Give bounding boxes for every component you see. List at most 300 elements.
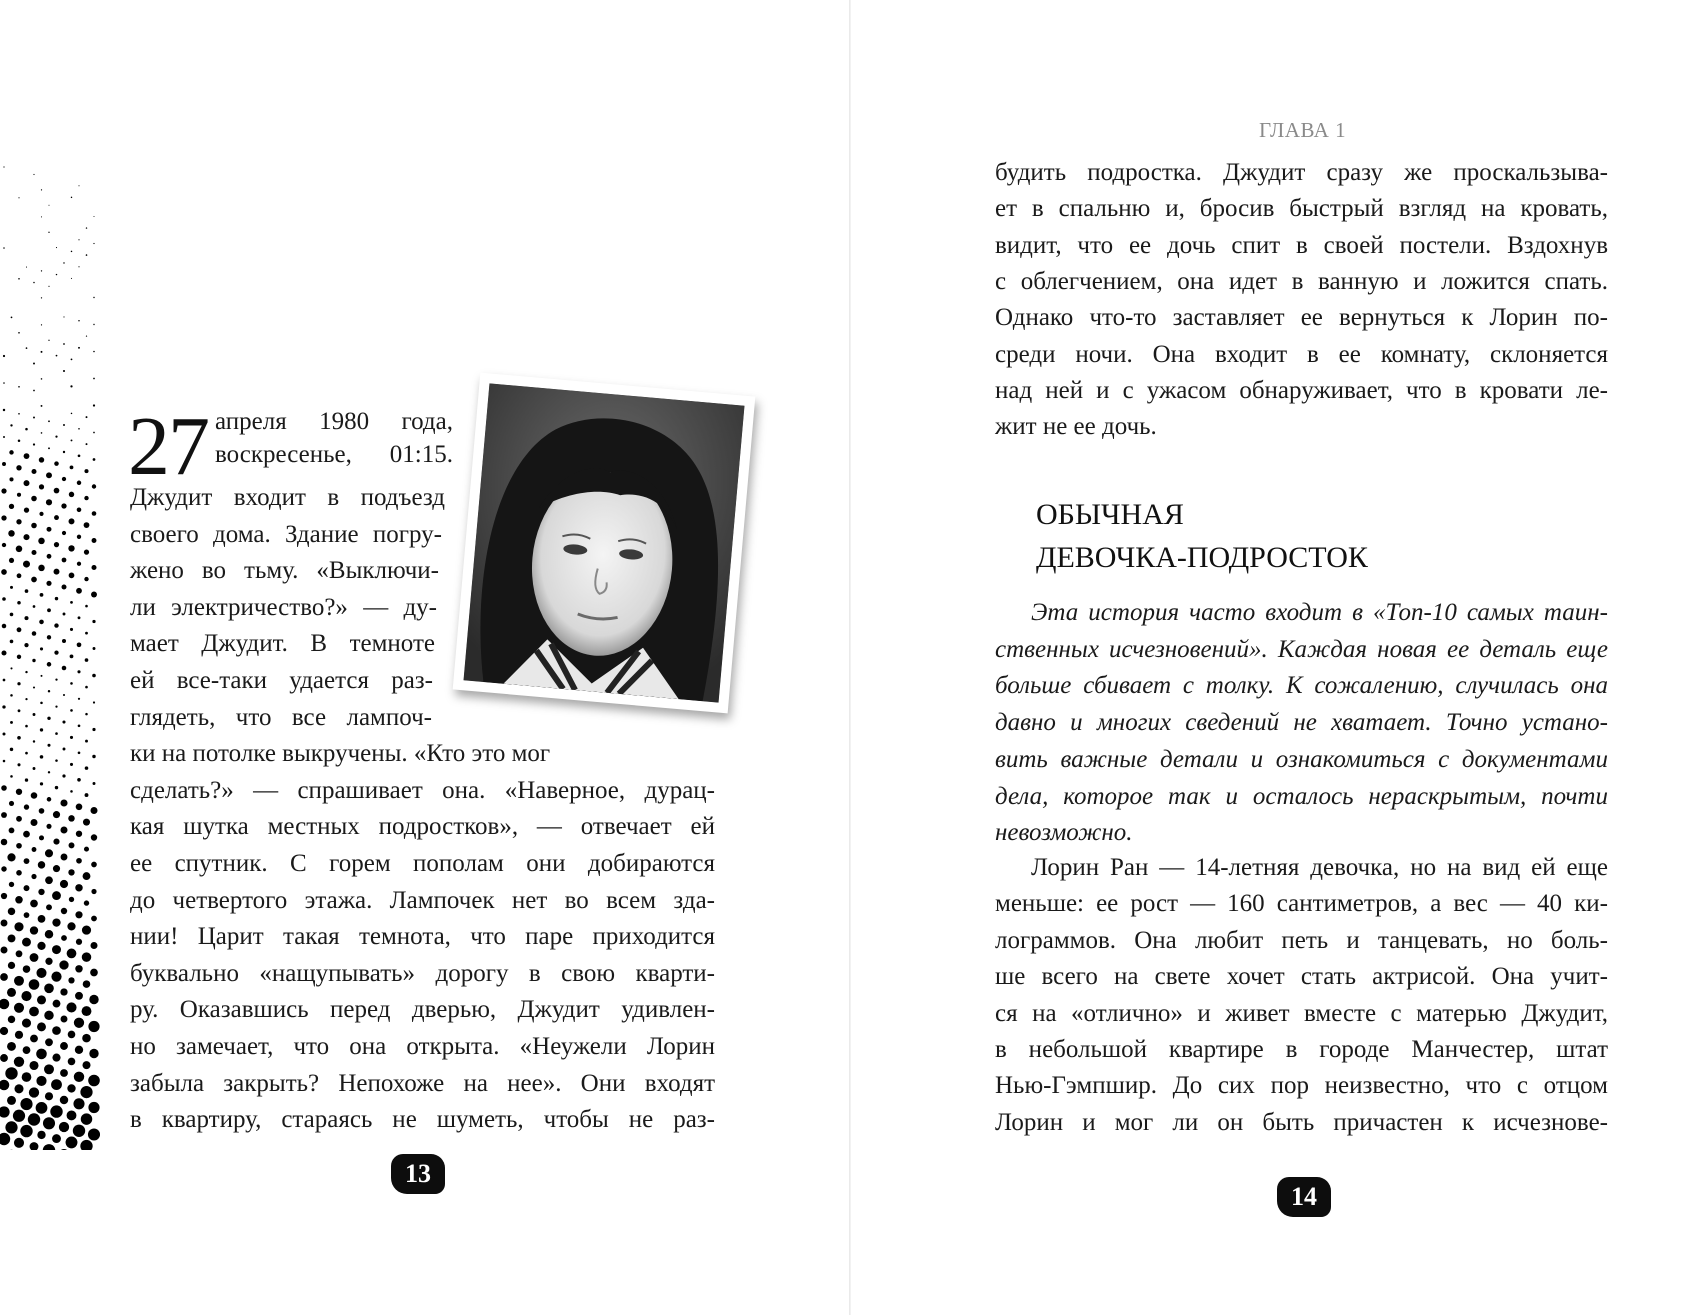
italic-line: Эта история часто входит в «Топ-10 самых таин- bbox=[1031, 599, 1608, 626]
halftone-dot bbox=[91, 834, 97, 840]
halftone-dot bbox=[38, 889, 44, 895]
halftone-dot bbox=[24, 804, 29, 809]
halftone-dot bbox=[9, 827, 15, 833]
halftone-dot bbox=[2, 543, 6, 547]
halftone-dot bbox=[20, 1125, 32, 1137]
halftone-dot bbox=[67, 949, 77, 959]
halftone-dot bbox=[84, 496, 88, 500]
halftone-dot bbox=[84, 900, 89, 905]
halftone-dot bbox=[52, 891, 61, 900]
halftone-dot bbox=[32, 847, 37, 852]
halftone-dot bbox=[28, 1113, 40, 1125]
halftone-dot bbox=[16, 789, 22, 795]
halftone-dot bbox=[22, 1019, 31, 1028]
halftone-dot bbox=[29, 979, 40, 990]
halftone-dot bbox=[23, 1046, 31, 1054]
halftone-dot bbox=[78, 454, 81, 457]
halftone-dot bbox=[61, 1016, 68, 1023]
halftone-dot bbox=[59, 1149, 69, 1150]
halftone-dot bbox=[7, 988, 16, 997]
halftone-dot bbox=[53, 811, 60, 818]
halftone-dot bbox=[5, 1067, 17, 1079]
body-line: буквально «нащупывать» дорогу в свою кварти- bbox=[130, 959, 715, 987]
halftone-dot bbox=[50, 1105, 62, 1117]
halftone-dot bbox=[47, 554, 52, 559]
halftone-dot bbox=[29, 1061, 38, 1070]
body-line: с облегчением, она идет в ванную и ложится спать. bbox=[995, 267, 1608, 295]
halftone-dot bbox=[85, 605, 88, 608]
halftone-dot bbox=[61, 503, 66, 508]
halftone-dot bbox=[3, 382, 5, 384]
halftone-dot bbox=[70, 682, 73, 685]
halftone-dot bbox=[47, 744, 50, 747]
halftone-dot bbox=[88, 1021, 99, 1032]
halftone-dot bbox=[26, 267, 27, 268]
halftone-dot bbox=[70, 655, 74, 659]
halftone-dot bbox=[47, 635, 51, 639]
halftone-dot bbox=[41, 216, 42, 217]
halftone-dot bbox=[13, 1110, 25, 1122]
halftone-dot bbox=[38, 861, 45, 868]
body-line: в небольшой квартире в городе Манчестер, штат bbox=[995, 1036, 1608, 1063]
halftone-dot bbox=[9, 504, 14, 509]
halftone-dot bbox=[16, 870, 22, 876]
halftone-dot bbox=[73, 1098, 84, 1109]
halftone-dot bbox=[67, 1084, 75, 1092]
halftone-dot bbox=[37, 942, 45, 950]
halftone-dot bbox=[63, 262, 64, 263]
halftone-dot bbox=[46, 581, 51, 586]
halftone-dot bbox=[47, 608, 51, 612]
halftone-dot bbox=[32, 631, 37, 636]
italic-line: дела, которое так и осталось нераскрытым, почти bbox=[995, 782, 1608, 810]
halftone-dot bbox=[48, 771, 50, 773]
halftone-dot bbox=[18, 709, 21, 712]
halftone-dot bbox=[60, 1042, 68, 1050]
halftone-dot bbox=[88, 1102, 99, 1113]
body-line: меньше: ее рост — 160 сантиметров, а вес — 40 ки- bbox=[995, 890, 1608, 918]
halftone-dot bbox=[47, 662, 52, 667]
halftone-dot bbox=[33, 443, 35, 445]
halftone-dot bbox=[77, 507, 82, 512]
halftone-dot bbox=[43, 1144, 55, 1150]
halftone-dot bbox=[73, 1125, 85, 1137]
halftone-dot bbox=[56, 247, 57, 248]
body-line: нии! Царит такая темнота, что паре приходится bbox=[130, 923, 715, 951]
halftone-dot bbox=[68, 977, 74, 983]
halftone-dot bbox=[63, 316, 64, 317]
halftone-dot bbox=[8, 1016, 15, 1023]
halftone-dot bbox=[37, 1022, 46, 1031]
italic-line: больше сбивает с толку. К сожалению, случилась она bbox=[995, 672, 1608, 700]
halftone-dot bbox=[55, 759, 58, 762]
halftone-dot bbox=[29, 1087, 39, 1097]
halftone-dot bbox=[46, 824, 51, 829]
halftone-dot bbox=[63, 694, 65, 696]
halftone-dot bbox=[93, 404, 95, 406]
halftone-dot bbox=[93, 701, 95, 703]
halftone-dot bbox=[86, 254, 88, 256]
halftone-dot bbox=[17, 573, 22, 578]
halftone-dot bbox=[24, 453, 30, 459]
halftone-dot bbox=[54, 650, 58, 654]
halftone-dot bbox=[17, 682, 20, 685]
halftone-dot bbox=[54, 623, 58, 627]
halftone-dot bbox=[25, 752, 28, 755]
halftone-dot bbox=[41, 378, 43, 380]
halftone-dot bbox=[33, 740, 35, 742]
halftone-dot bbox=[1, 839, 8, 846]
body-line: но замечает, что она открыта. «Неужели Лорин bbox=[130, 1033, 715, 1060]
halftone-dot bbox=[46, 499, 52, 505]
halftone-dot bbox=[86, 227, 87, 228]
halftone-dot bbox=[76, 588, 82, 594]
body-line: ру. Оказавшись перед дверью, Джудит удивлен- bbox=[130, 996, 715, 1024]
halftone-dot bbox=[10, 640, 14, 644]
halftone-dot bbox=[75, 1046, 83, 1054]
halftone-dot bbox=[24, 912, 30, 918]
halftone-dot bbox=[83, 819, 90, 826]
halftone-dot bbox=[39, 512, 43, 516]
halftone-dot bbox=[44, 1011, 53, 1020]
halftone-dot bbox=[62, 666, 67, 671]
halftone-dot bbox=[47, 797, 52, 802]
halftone-dot bbox=[78, 698, 80, 700]
halftone-dot bbox=[62, 720, 65, 723]
wrap-line: своего дома. Здание погру- bbox=[130, 520, 442, 548]
halftone-dot bbox=[7, 853, 15, 861]
halftone-dot bbox=[0, 946, 7, 953]
halftone-dot bbox=[1, 866, 6, 871]
halftone-dot bbox=[54, 461, 59, 466]
halftone-dot bbox=[71, 278, 72, 279]
page-number-14: 14 bbox=[1277, 1177, 1331, 1217]
halftone-dot bbox=[60, 799, 67, 806]
halftone-dot bbox=[89, 995, 98, 1004]
body-line: над ней и с ужасом обнаруживает, что в кровати ле- bbox=[995, 376, 1608, 404]
halftone-dot bbox=[33, 390, 35, 392]
halftone-dot bbox=[69, 897, 74, 902]
halftone-dot bbox=[85, 658, 89, 662]
halftone-dot bbox=[62, 774, 65, 777]
halftone-dot bbox=[33, 605, 36, 608]
halftone-dot bbox=[93, 351, 95, 353]
halftone-dot bbox=[70, 601, 73, 604]
halftone-dot bbox=[85, 793, 89, 797]
halftone-dot bbox=[44, 983, 54, 993]
halftone-dot bbox=[18, 440, 21, 443]
halftone-dot bbox=[54, 542, 59, 547]
halftone-dot bbox=[61, 854, 68, 861]
halftone-dot bbox=[23, 965, 31, 973]
halftone-dot bbox=[40, 702, 43, 705]
halftone-dot bbox=[10, 424, 12, 426]
halftone-dot bbox=[47, 717, 50, 720]
halftone-dot bbox=[16, 950, 23, 957]
halftone-dot bbox=[16, 843, 22, 849]
halftone-dot bbox=[18, 386, 20, 388]
halftone-dot bbox=[36, 968, 46, 978]
halftone-dot bbox=[10, 694, 13, 697]
halftone-dot bbox=[62, 639, 66, 643]
body-line: кая шутка местных подростков», — отвечает ей bbox=[130, 813, 715, 841]
halftone-dot bbox=[70, 385, 72, 387]
halftone-dot bbox=[17, 601, 21, 605]
halftone-dot bbox=[26, 347, 28, 349]
halftone-dot bbox=[36, 1102, 48, 1114]
halftone-dot bbox=[24, 858, 30, 864]
halftone-dot bbox=[92, 755, 95, 758]
halftone-dot bbox=[93, 243, 94, 244]
halftone-dot bbox=[71, 197, 72, 198]
halftone-dot bbox=[30, 926, 38, 934]
halftone-dot bbox=[37, 1131, 45, 1139]
halftone-dot bbox=[69, 492, 74, 497]
halftone-dot bbox=[76, 939, 82, 945]
halftone-dot bbox=[47, 527, 52, 532]
halftone-dot bbox=[53, 865, 60, 872]
halftone-dot bbox=[78, 185, 79, 186]
halftone-dot bbox=[38, 565, 45, 572]
halftone-dot bbox=[29, 1007, 39, 1017]
halftone-dot bbox=[0, 1106, 10, 1117]
halftone-dot bbox=[63, 748, 66, 751]
halftone-dot bbox=[25, 428, 28, 431]
halftone-dot bbox=[86, 443, 88, 445]
halftone-dot bbox=[0, 999, 9, 1010]
body-line: Лорин Ран — 14-летняя девочка, но на вид ей еще bbox=[1031, 854, 1608, 881]
halftone-dot bbox=[46, 904, 52, 910]
halftone-dot bbox=[17, 493, 21, 497]
portrait-illustration bbox=[464, 383, 745, 702]
ragged-line: ки на потолке выкручены. «Кто это мог bbox=[130, 740, 551, 768]
halftone-dot bbox=[43, 1117, 55, 1129]
halftone-dot bbox=[77, 642, 82, 647]
body-line: забыла закрыть? Непохоже на нее». Они входят bbox=[130, 1069, 715, 1097]
halftone-dot bbox=[1, 785, 7, 791]
wrap-line: ей все-таки удается раз- bbox=[130, 667, 433, 694]
left-page bbox=[0, 0, 849, 1315]
halftone-dot bbox=[24, 480, 30, 486]
halftone-dot bbox=[85, 740, 88, 743]
halftone-dot bbox=[68, 869, 74, 875]
halftone-dot bbox=[75, 884, 82, 891]
halftone-dot bbox=[5, 1121, 17, 1133]
halftone-dot bbox=[90, 807, 97, 814]
halftone-dot bbox=[70, 763, 73, 766]
halftone-dot bbox=[14, 976, 24, 986]
halftone-dot bbox=[62, 558, 67, 563]
halftone-dot bbox=[10, 613, 14, 617]
halftone-dot bbox=[55, 436, 57, 438]
halftone-dot bbox=[37, 995, 46, 1004]
halftone-dot bbox=[63, 370, 65, 372]
halftone-dot bbox=[25, 778, 28, 781]
body-line: ее спутник. С горем пополам они добираются bbox=[130, 850, 715, 877]
halftone-dot bbox=[11, 317, 13, 319]
halftone-dot bbox=[24, 507, 29, 512]
halftone-dot bbox=[63, 343, 65, 345]
halftone-dot bbox=[45, 876, 53, 884]
halftone-dot bbox=[1, 569, 7, 575]
halftone-dot bbox=[67, 922, 75, 930]
halftone-dot bbox=[45, 1092, 53, 1100]
halftone-dot bbox=[78, 320, 79, 321]
halftone-dot bbox=[25, 725, 28, 728]
italic-line: невозможно. bbox=[995, 819, 1133, 847]
dropcap-line: воскресенье, 01:15. bbox=[215, 441, 453, 468]
halftone-dot bbox=[9, 477, 13, 481]
halftone-dot bbox=[14, 1057, 24, 1067]
halftone-dot bbox=[77, 562, 81, 566]
halftone-dot bbox=[45, 1038, 53, 1046]
halftone-dot bbox=[78, 266, 79, 267]
halftone-dot bbox=[91, 916, 97, 922]
halftone-dot bbox=[60, 1096, 68, 1104]
halftone-dot bbox=[10, 748, 13, 751]
halftone-dot bbox=[62, 585, 67, 590]
halftone-dot bbox=[40, 728, 43, 731]
halftone-dot bbox=[40, 593, 44, 597]
halftone-dot bbox=[56, 274, 57, 275]
halftone-dot bbox=[31, 469, 36, 474]
halftone-dot bbox=[93, 378, 95, 380]
halftone-dot bbox=[15, 1031, 23, 1039]
halftone-dot bbox=[52, 918, 60, 926]
halftone-dot bbox=[48, 232, 49, 233]
halftone-dot bbox=[69, 842, 75, 848]
halftone-dot bbox=[54, 488, 60, 494]
halftone-dot bbox=[0, 1080, 9, 1091]
halftone-dot bbox=[25, 589, 29, 593]
halftone-dot bbox=[21, 991, 31, 1001]
halftone-dot bbox=[85, 713, 88, 716]
halftone-dot bbox=[41, 432, 43, 434]
halftone-dot bbox=[2, 705, 5, 708]
halftone-dot bbox=[2, 462, 6, 466]
halftone-dot bbox=[14, 1084, 23, 1093]
halftone-dot bbox=[45, 849, 53, 857]
halftone-dot bbox=[44, 1064, 54, 1074]
halftone-dot bbox=[60, 988, 67, 995]
halftone-dot bbox=[33, 282, 35, 284]
halftone-dot bbox=[81, 1113, 92, 1124]
halftone-dot bbox=[77, 670, 80, 673]
halftone-dot bbox=[16, 816, 22, 822]
halftone-dot bbox=[31, 550, 36, 555]
body-line: в квартиру, стараясь не шуметь, чтобы не раз- bbox=[130, 1106, 715, 1134]
halftone-dot bbox=[78, 724, 81, 727]
halftone-dot bbox=[10, 721, 13, 724]
halftone-dot bbox=[63, 451, 65, 453]
halftone-dot bbox=[76, 831, 82, 837]
halftone-dot bbox=[53, 839, 59, 845]
body-line: Однако что-то заставляет ее вернуться к Лорин по- bbox=[995, 304, 1608, 332]
halftone-dot bbox=[82, 926, 91, 935]
halftone-dot bbox=[74, 1018, 84, 1028]
halftone-dot bbox=[41, 297, 42, 298]
halftone-dot bbox=[55, 597, 58, 600]
halftone-dot bbox=[61, 908, 67, 914]
halftone-dot bbox=[45, 958, 52, 965]
halftone-dot bbox=[90, 942, 97, 949]
halftone-dot bbox=[48, 205, 49, 206]
halftone-dot bbox=[51, 1079, 62, 1090]
halftone-dot bbox=[93, 432, 95, 434]
body-line: сделать?» — спрашивает она. «Наверное, дурац- bbox=[130, 776, 715, 804]
halftone-dot bbox=[8, 934, 16, 942]
halftone-dot bbox=[1, 920, 8, 927]
halftone-dot bbox=[41, 270, 42, 271]
halftone-dot bbox=[31, 523, 37, 529]
halftone-dot bbox=[17, 655, 21, 659]
halftone-dot bbox=[52, 1134, 61, 1143]
halftone-dot bbox=[69, 518, 75, 524]
halftone-dot bbox=[45, 930, 53, 938]
halftone-dot bbox=[86, 336, 87, 337]
body-line: среди ночи. Она входит в ее комнату, склоняется bbox=[995, 340, 1608, 368]
halftone-dot bbox=[38, 915, 46, 923]
halftone-dot bbox=[92, 511, 97, 516]
halftone-dot bbox=[18, 413, 20, 415]
halftone-dot bbox=[9, 450, 13, 454]
halftone-dot bbox=[88, 1075, 100, 1087]
halftone-dot bbox=[75, 992, 83, 1000]
halftone-dot bbox=[48, 447, 50, 449]
photo-frame bbox=[453, 373, 756, 714]
halftone-dot bbox=[92, 484, 96, 488]
body-line: лограммов. Она любит петь и танцевать, но боль- bbox=[995, 926, 1608, 954]
halftone-dot bbox=[31, 577, 37, 583]
halftone-dot bbox=[92, 620, 95, 623]
halftone-dot bbox=[71, 251, 73, 253]
halftone-dot bbox=[91, 862, 97, 868]
halftone-dot bbox=[78, 428, 80, 430]
halftone-dots-decoration bbox=[0, 160, 100, 1150]
halftone-dot bbox=[77, 535, 81, 539]
halftone-dot bbox=[60, 826, 67, 833]
halftone-dot bbox=[63, 424, 65, 426]
halftone-dot bbox=[36, 1076, 46, 1086]
halftone-dot bbox=[3, 733, 6, 736]
halftone-dot bbox=[17, 763, 20, 766]
halftone-dot bbox=[41, 324, 42, 325]
halftone-dot bbox=[48, 286, 49, 287]
halftone-dot bbox=[10, 667, 12, 669]
halftone-dot bbox=[33, 713, 36, 716]
halftone-dot bbox=[31, 792, 38, 799]
dropcap-line: апреля 1980 года, bbox=[215, 408, 453, 435]
halftone-dot bbox=[84, 549, 89, 554]
halftone-dot bbox=[18, 197, 19, 198]
halftone-dot bbox=[86, 416, 88, 418]
halftone-dot bbox=[56, 355, 58, 357]
book-spine-fold bbox=[849, 0, 851, 1315]
halftone-dot bbox=[33, 417, 35, 419]
halftone-dot bbox=[16, 519, 21, 524]
halftone-dot bbox=[93, 324, 94, 325]
halftone-dot bbox=[31, 496, 37, 502]
halftone-dot bbox=[39, 835, 44, 840]
halftone-dot bbox=[70, 466, 74, 470]
halftone-dot bbox=[24, 643, 28, 647]
halftone-dot bbox=[51, 972, 61, 982]
halftone-dot bbox=[55, 705, 57, 707]
body-line: жит не ее дочь. bbox=[995, 413, 1157, 441]
halftone-dot bbox=[66, 1002, 76, 1012]
halftone-dot bbox=[85, 686, 88, 689]
halftone-dot bbox=[66, 1136, 78, 1148]
